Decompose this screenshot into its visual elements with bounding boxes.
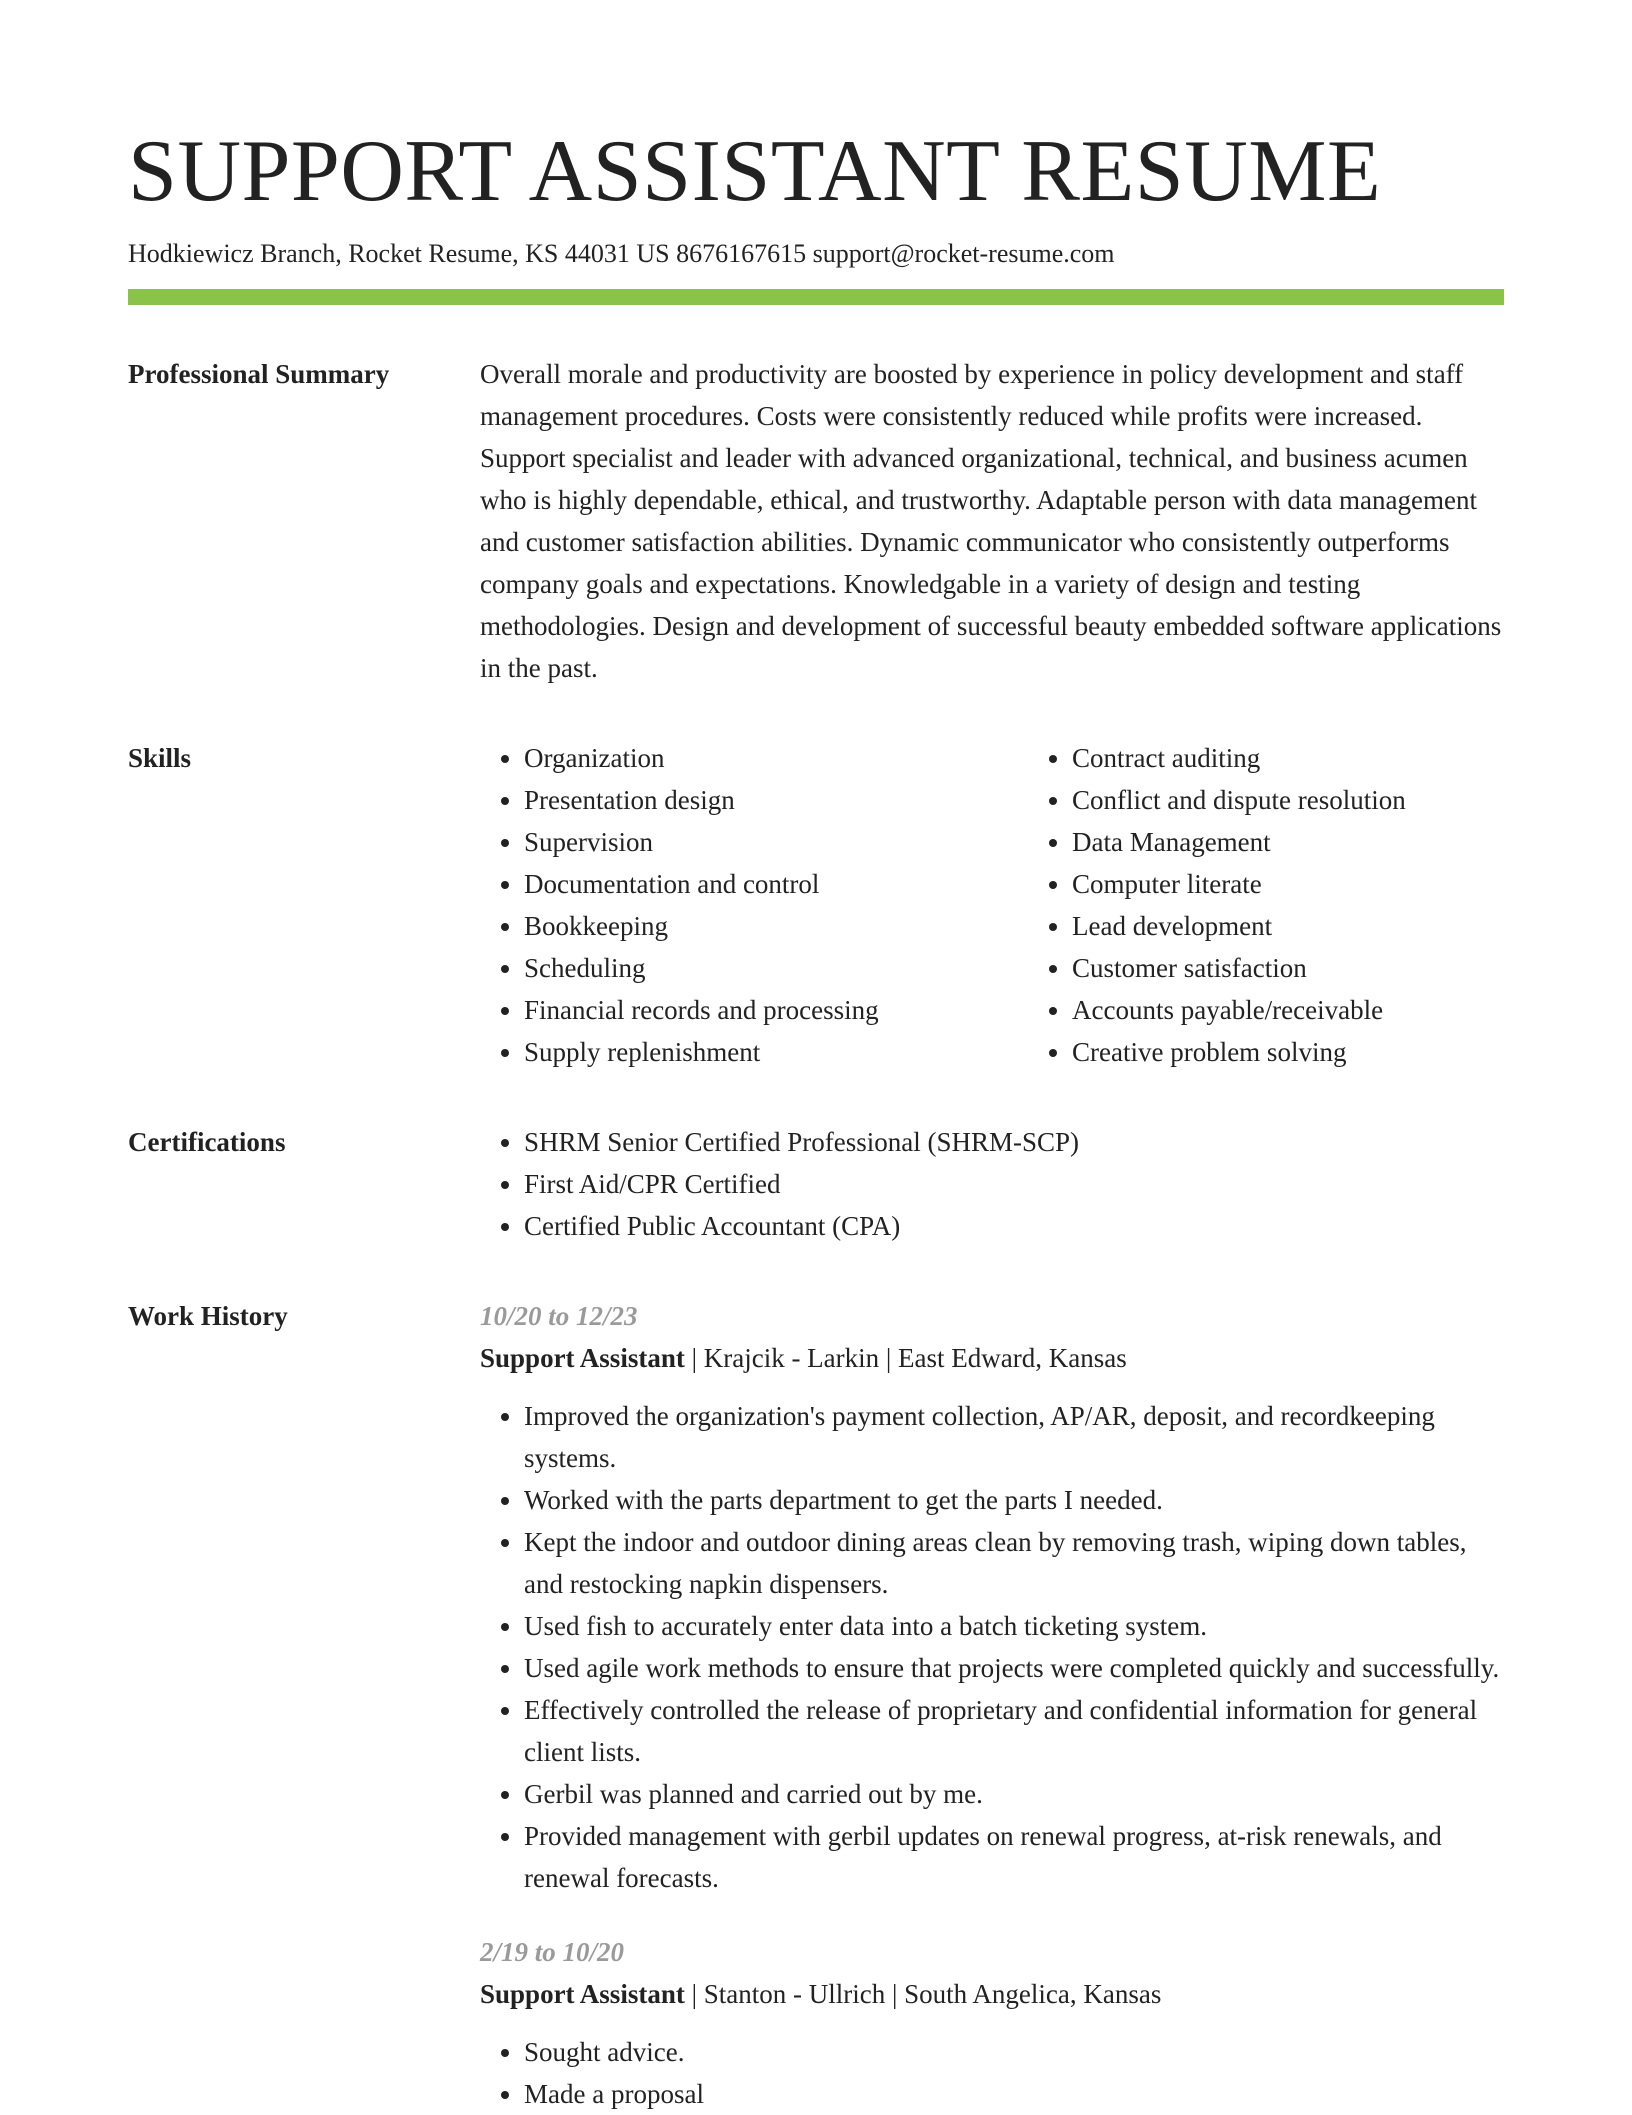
skill-item: • Conflict and dispute resolution <box>1072 779 1592 821</box>
skill-item: • Documentation and control <box>524 863 1028 905</box>
skill-item: • Creative problem solving <box>1072 1031 1592 1073</box>
skill-item: • Data Management <box>1072 821 1592 863</box>
skill-item: • Presentation design <box>524 779 1028 821</box>
summary-body <box>480 353 1504 689</box>
certifications-section <box>128 1121 1504 1247</box>
resume-title: SUPPORT ASSISTANT RESUME <box>128 123 1382 220</box>
job-bullet: • Gerbil was planned and carried out by me. <box>524 1773 1504 1815</box>
skills-heading: Skills <box>128 743 192 773</box>
certification-item: • SHRM Senior Certified Professional (SHRM-SCP) <box>524 1121 1504 1163</box>
summary-heading: Professional Summary <box>128 359 390 389</box>
contact-email: support@rocket-resume.com <box>812 239 1115 268</box>
skill-item: • Scheduling <box>524 947 1028 989</box>
certifications-body <box>480 1121 1504 1247</box>
skill-item: • Bookkeeping <box>524 905 1028 947</box>
job-dates: 2/19 to 10/20 <box>480 1937 625 1967</box>
job-bullet-list <box>480 2031 1504 2115</box>
work-history-body <box>480 1295 1504 2115</box>
job-bullet: • Made a proposal <box>524 2073 1504 2115</box>
job-bullet: • Improved the organization's payment collection, AP/AR, deposit, and recordkeeping systems. <box>524 1395 1504 1479</box>
job-role: Support Assistant <box>480 1343 685 1373</box>
job-header <box>480 1337 1504 1379</box>
skills-list-left <box>480 737 1028 1073</box>
skills-list-right <box>1028 737 1592 1073</box>
contact-line <box>128 236 1504 272</box>
job-bullet: • Used fish to accurately enter data into a batch ticketing system. <box>524 1605 1504 1647</box>
skill-item: • Supply replenishment <box>524 1031 1028 1073</box>
job-role: Support Assistant <box>480 1979 685 2009</box>
work-history-section <box>128 1295 1504 2115</box>
job-bullet: • Provided management with gerbil updates on renewal progress, at-risk renewals, and renewal forecasts. <box>524 1815 1504 1899</box>
resume-page <box>128 118 1504 2115</box>
skill-item: • Supervision <box>524 821 1028 863</box>
skills-section <box>128 737 1504 1073</box>
job-bullet-list <box>480 1395 1504 1899</box>
contact-address: Hodkiewicz Branch, Rocket Resume, KS 44031 US <box>128 239 670 268</box>
job-entry <box>480 1931 1504 2115</box>
certification-item: • First Aid/CPR Certified <box>524 1163 1504 1205</box>
contact-phone: 8676167615 <box>676 239 807 268</box>
job-entry <box>480 1295 1504 1899</box>
skill-item: • Financial records and processing <box>524 989 1028 1031</box>
job-details: | Krajcik - Larkin | East Edward, Kansas <box>684 1343 1127 1373</box>
header-divider <box>128 289 1504 305</box>
certifications-list <box>480 1121 1504 1247</box>
job-header <box>480 1973 1504 2015</box>
job-bullet: • Used agile work methods to ensure that projects were completed quickly and successfully. <box>524 1647 1504 1689</box>
skill-item: • Computer literate <box>1072 863 1592 905</box>
certifications-heading: Certifications <box>128 1127 286 1157</box>
job-bullet: • Sought advice. <box>524 2031 1504 2073</box>
job-bullet: • Effectively controlled the release of proprietary and confidential information for general client lists. <box>524 1689 1504 1773</box>
summary-section <box>128 353 1504 689</box>
job-bullet: • Kept the indoor and outdoor dining areas clean by removing trash, wiping down tables, and restocking napkin dispensers. <box>524 1521 1504 1605</box>
skills-body <box>480 737 1504 1073</box>
skill-item: • Customer satisfaction <box>1072 947 1592 989</box>
certification-item: • Certified Public Accountant (CPA) <box>524 1205 1504 1247</box>
skill-item: • Contract auditing <box>1072 737 1592 779</box>
skill-item: • Lead development <box>1072 905 1592 947</box>
summary-text: Overall morale and productivity are boosted by experience in policy development and staff management procedures. Costs were consistently reduced while profits were increased. Support specialist and leader with advanced organizational, technical, and business acumen who is highly dependable, ethical, and trustworthy. Adaptable person with data management and customer satisfaction abilities. Dynamic communicator who consistently outperforms company goals and expectations. Knowledgable in a variety of design and testing methodologies. Design and development of successful beauty embedded software applications in the past. <box>480 359 1502 683</box>
work-history-heading: Work History <box>128 1301 288 1331</box>
job-details: | Stanton - Ullrich | South Angelica, Kansas <box>684 1979 1162 2009</box>
job-bullet: • Worked with the parts department to get the parts I needed. <box>524 1479 1504 1521</box>
job-dates: 10/20 to 12/23 <box>480 1301 638 1331</box>
skill-item: • Organization <box>524 737 1028 779</box>
skill-item: • Accounts payable/receivable <box>1072 989 1592 1031</box>
